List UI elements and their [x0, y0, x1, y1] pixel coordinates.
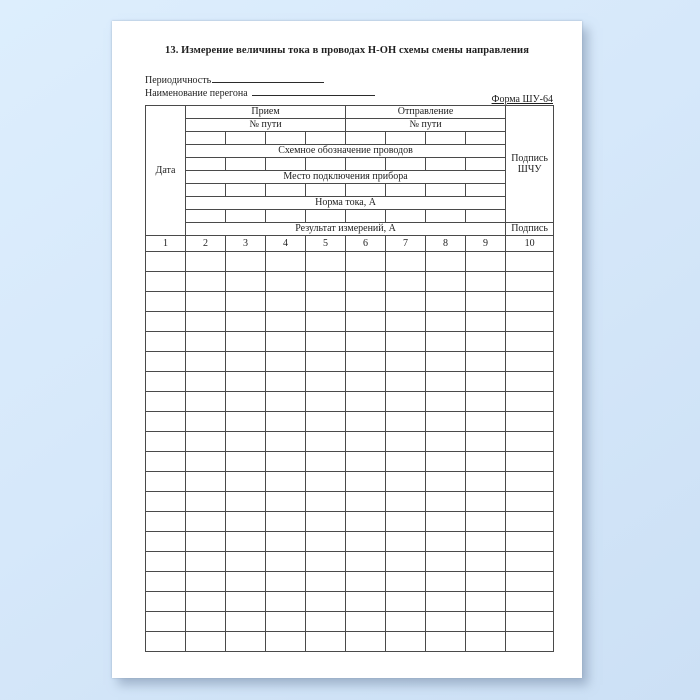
body-cell	[466, 292, 506, 312]
body-cell	[226, 632, 266, 652]
body-cell	[306, 432, 346, 452]
body-cell	[146, 332, 186, 352]
body-cell	[426, 592, 466, 612]
body-cell	[226, 252, 266, 272]
header-fill-cell	[346, 158, 386, 171]
header-fill-row	[146, 210, 554, 223]
header-fill-cell	[466, 132, 506, 145]
header-fill-cell	[346, 132, 386, 145]
body-cell	[146, 472, 186, 492]
page-title: 13. Измерение величины тока в проводах Н-ОН схемы смены направления	[165, 45, 529, 56]
body-cell	[146, 612, 186, 632]
body-cell	[426, 452, 466, 472]
header-cell-reception: Прием	[186, 106, 346, 119]
body-cell	[426, 492, 466, 512]
body-cell	[346, 332, 386, 352]
periodicity-label: Периодичность	[145, 75, 212, 86]
body-cell	[266, 332, 306, 352]
header-row-track-no	[146, 119, 554, 132]
header-row-direction	[146, 106, 554, 119]
body-cell	[186, 472, 226, 492]
body-cell	[386, 532, 426, 552]
body-cell	[426, 552, 466, 572]
body-cell	[466, 552, 506, 572]
table-row	[146, 632, 554, 652]
body-cell	[146, 592, 186, 612]
segment-name-field	[145, 85, 375, 99]
body-cell	[346, 532, 386, 552]
header-fill-cell	[266, 158, 306, 171]
body-cell	[266, 512, 306, 532]
table-row	[146, 492, 554, 512]
body-cell	[506, 632, 554, 652]
body-cell	[466, 612, 506, 632]
column-number-cell: 9	[466, 236, 506, 252]
body-cell	[466, 472, 506, 492]
body-cell	[186, 532, 226, 552]
body-cell	[306, 612, 346, 632]
table-row	[146, 372, 554, 392]
body-cell	[306, 472, 346, 492]
column-number-cell: 7	[386, 236, 426, 252]
body-cell	[266, 432, 306, 452]
body-cell	[466, 532, 506, 552]
body-cell	[146, 412, 186, 432]
body-cell	[386, 632, 426, 652]
body-cell	[426, 272, 466, 292]
column-numbers-row	[146, 236, 554, 252]
body-cell	[506, 372, 554, 392]
body-cell	[186, 252, 226, 272]
header-cell-track-no-departure: № пути	[346, 119, 506, 132]
body-cell	[226, 472, 266, 492]
header-fill-cell	[226, 132, 266, 145]
table-row	[146, 392, 554, 412]
body-cell	[266, 272, 306, 292]
body-cell	[226, 332, 266, 352]
form-code-label: Форма ШУ-64	[491, 94, 553, 105]
body-cell	[506, 412, 554, 432]
table-header	[146, 106, 554, 252]
table-row	[146, 592, 554, 612]
body-cell	[226, 412, 266, 432]
table-row	[146, 352, 554, 372]
body-cell	[386, 292, 426, 312]
header-fill-cell	[266, 184, 306, 197]
body-cell	[346, 292, 386, 312]
body-cell	[506, 312, 554, 332]
body-cell	[266, 392, 306, 412]
body-cell	[226, 532, 266, 552]
body-cell	[266, 352, 306, 372]
body-cell	[226, 492, 266, 512]
header-fill-row	[146, 184, 554, 197]
column-number-cell: 3	[226, 236, 266, 252]
table-row	[146, 472, 554, 492]
body-cell	[426, 312, 466, 332]
body-cell	[426, 292, 466, 312]
table-row	[146, 432, 554, 452]
header-fill-cell	[426, 210, 466, 223]
header-fill-cell	[266, 210, 306, 223]
body-cell	[466, 632, 506, 652]
table-row	[146, 312, 554, 332]
body-cell	[266, 572, 306, 592]
header-fill-cell	[306, 184, 346, 197]
body-cell	[386, 412, 426, 432]
body-cell	[386, 272, 426, 292]
body-cell	[266, 252, 306, 272]
body-cell	[306, 312, 346, 332]
header-fill-cell	[186, 132, 226, 145]
header-row-current-norm	[146, 197, 554, 210]
body-cell	[346, 552, 386, 572]
table-row	[146, 612, 554, 632]
body-cell	[426, 532, 466, 552]
body-cell	[386, 312, 426, 332]
body-cell	[506, 532, 554, 552]
header-cell-signature-shchu: Подпись ШЧУ	[506, 106, 554, 223]
body-cell	[346, 512, 386, 532]
header-cell-signature: Подпись	[506, 223, 554, 236]
segment-name-blank-line	[252, 85, 375, 96]
body-cell	[266, 492, 306, 512]
body-cell	[426, 472, 466, 492]
body-cell	[226, 512, 266, 532]
body-cell	[346, 252, 386, 272]
body-cell	[186, 512, 226, 532]
header-fill-cell	[306, 158, 346, 171]
body-cell	[186, 452, 226, 472]
table-row	[146, 452, 554, 472]
body-cell	[306, 512, 346, 532]
document-page	[112, 21, 582, 678]
body-cell	[226, 392, 266, 412]
column-number-cell: 4	[266, 236, 306, 252]
body-cell	[426, 572, 466, 592]
body-cell	[386, 592, 426, 612]
body-cell	[506, 492, 554, 512]
body-cell	[226, 552, 266, 572]
table-row	[146, 532, 554, 552]
header-fill-cell	[186, 158, 226, 171]
body-cell	[506, 592, 554, 612]
body-cell	[226, 612, 266, 632]
body-cell	[186, 632, 226, 652]
header-cell-connection-place: Место подключения прибора	[186, 171, 506, 184]
body-cell	[186, 292, 226, 312]
body-cell	[386, 472, 426, 492]
header-row-result	[146, 223, 554, 236]
table-row	[146, 512, 554, 532]
body-cell	[346, 632, 386, 652]
body-cell	[306, 552, 346, 572]
header-fill-cell	[226, 158, 266, 171]
body-cell	[426, 612, 466, 632]
body-cell	[506, 572, 554, 592]
body-cell	[266, 312, 306, 332]
body-cell	[266, 612, 306, 632]
body-cell	[226, 312, 266, 332]
body-cell	[266, 412, 306, 432]
body-cell	[506, 512, 554, 532]
body-cell	[266, 552, 306, 572]
body-cell	[426, 352, 466, 372]
body-cell	[426, 252, 466, 272]
body-cell	[506, 552, 554, 572]
table-row	[146, 252, 554, 272]
header-fill-cell	[386, 158, 426, 171]
body-cell	[346, 612, 386, 632]
body-cell	[426, 632, 466, 652]
body-cell	[466, 412, 506, 432]
header-fill-cell	[466, 158, 506, 171]
body-cell	[266, 292, 306, 312]
body-cell	[346, 452, 386, 472]
header-cell-date: Дата	[146, 106, 186, 236]
header-fill-row	[146, 158, 554, 171]
body-cell	[346, 592, 386, 612]
body-cell	[186, 352, 226, 372]
header-cell-current-norm: Норма тока, А	[186, 197, 506, 210]
periodicity-field	[145, 72, 324, 86]
body-cell	[186, 552, 226, 572]
body-cell	[186, 592, 226, 612]
body-cell	[146, 292, 186, 312]
body-cell	[266, 452, 306, 472]
body-cell	[226, 272, 266, 292]
body-cell	[226, 372, 266, 392]
body-cell	[146, 432, 186, 452]
body-cell	[186, 372, 226, 392]
body-cell	[386, 392, 426, 412]
body-cell	[226, 292, 266, 312]
header-fill-cell	[386, 184, 426, 197]
table-row	[146, 332, 554, 352]
header-fill-cell	[266, 132, 306, 145]
body-cell	[306, 332, 346, 352]
table-row	[146, 292, 554, 312]
body-cell	[146, 272, 186, 292]
body-cell	[186, 432, 226, 452]
column-number-cell: 8	[426, 236, 466, 252]
body-cell	[386, 512, 426, 532]
body-cell	[346, 432, 386, 452]
body-cell	[186, 272, 226, 292]
body-cell	[306, 292, 346, 312]
body-cell	[506, 332, 554, 352]
table-row	[146, 572, 554, 592]
body-cell	[506, 292, 554, 312]
body-cell	[186, 572, 226, 592]
header-fill-row	[146, 132, 554, 145]
body-cell	[426, 372, 466, 392]
table-body	[146, 252, 554, 652]
body-cell	[226, 432, 266, 452]
body-cell	[306, 372, 346, 392]
body-cell	[146, 492, 186, 512]
header-cell-departure: Отправление	[346, 106, 506, 119]
body-cell	[506, 252, 554, 272]
column-number-cell: 1	[146, 236, 186, 252]
body-cell	[146, 532, 186, 552]
body-cell	[146, 632, 186, 652]
header-fill-cell	[466, 210, 506, 223]
body-cell	[386, 432, 426, 452]
header-fill-cell	[426, 184, 466, 197]
header-fill-cell	[306, 210, 346, 223]
table-row	[146, 552, 554, 572]
column-number-cell: 10	[506, 236, 554, 252]
body-cell	[266, 592, 306, 612]
body-cell	[186, 492, 226, 512]
body-cell	[306, 532, 346, 552]
body-cell	[266, 532, 306, 552]
body-cell	[306, 392, 346, 412]
body-cell	[306, 272, 346, 292]
body-cell	[146, 392, 186, 412]
body-cell	[306, 252, 346, 272]
body-cell	[386, 372, 426, 392]
table-row	[146, 272, 554, 292]
body-cell	[466, 392, 506, 412]
header-cell-track-no-reception: № пути	[186, 119, 346, 132]
body-cell	[466, 432, 506, 452]
body-cell	[506, 452, 554, 472]
header-row-wire-designation	[146, 145, 554, 158]
body-cell	[346, 352, 386, 372]
body-cell	[426, 332, 466, 352]
body-cell	[506, 392, 554, 412]
body-cell	[226, 352, 266, 372]
body-cell	[506, 432, 554, 452]
header-fill-cell	[346, 210, 386, 223]
header-cell-wire-designation: Схемное обозначение проводов	[186, 145, 506, 158]
header-fill-cell	[426, 158, 466, 171]
body-cell	[346, 272, 386, 292]
body-cell	[186, 612, 226, 632]
header-fill-cell	[226, 184, 266, 197]
body-cell	[266, 472, 306, 492]
body-cell	[146, 452, 186, 472]
body-cell	[346, 312, 386, 332]
body-cell	[306, 352, 346, 372]
body-cell	[466, 372, 506, 392]
body-cell	[186, 312, 226, 332]
body-cell	[226, 452, 266, 472]
header-fill-cell	[466, 184, 506, 197]
header-fill-cell	[346, 184, 386, 197]
body-cell	[266, 632, 306, 652]
body-cell	[146, 312, 186, 332]
body-cell	[146, 552, 186, 572]
column-number-cell: 6	[346, 236, 386, 252]
periodicity-blank-line	[212, 72, 324, 83]
header-cell-measurement-result: Результат измерений, А	[186, 223, 506, 236]
body-cell	[466, 272, 506, 292]
body-cell	[426, 392, 466, 412]
body-cell	[426, 512, 466, 532]
body-cell	[466, 512, 506, 532]
body-cell	[186, 332, 226, 352]
body-cell	[306, 572, 346, 592]
body-cell	[426, 432, 466, 452]
body-cell	[146, 572, 186, 592]
header-fill-cell	[186, 184, 226, 197]
body-cell	[186, 412, 226, 432]
body-cell	[306, 452, 346, 472]
body-cell	[386, 252, 426, 272]
body-cell	[386, 612, 426, 632]
body-cell	[466, 252, 506, 272]
measurement-table	[145, 105, 554, 652]
body-cell	[306, 412, 346, 432]
body-cell	[306, 632, 346, 652]
header-fill-cell	[186, 210, 226, 223]
segment-name-label: Наименование перегона	[145, 88, 248, 99]
body-cell	[386, 332, 426, 352]
body-cell	[506, 612, 554, 632]
body-cell	[306, 492, 346, 512]
body-cell	[506, 472, 554, 492]
body-cell	[386, 352, 426, 372]
column-number-cell: 5	[306, 236, 346, 252]
header-row-connection-place	[146, 171, 554, 184]
column-number-cell: 2	[186, 236, 226, 252]
body-cell	[146, 252, 186, 272]
body-cell	[426, 412, 466, 432]
body-cell	[386, 572, 426, 592]
body-cell	[386, 452, 426, 472]
body-cell	[386, 552, 426, 572]
header-fill-cell	[386, 210, 426, 223]
body-cell	[466, 352, 506, 372]
body-cell	[506, 352, 554, 372]
body-cell	[146, 352, 186, 372]
body-cell	[346, 572, 386, 592]
body-cell	[346, 492, 386, 512]
body-cell	[266, 372, 306, 392]
body-cell	[146, 512, 186, 532]
body-cell	[346, 412, 386, 432]
body-cell	[306, 592, 346, 612]
body-cell	[226, 592, 266, 612]
body-cell	[466, 312, 506, 332]
body-cell	[186, 392, 226, 412]
body-cell	[346, 372, 386, 392]
header-fill-cell	[386, 132, 426, 145]
header-fill-cell	[226, 210, 266, 223]
body-cell	[506, 272, 554, 292]
header-fill-cell	[306, 132, 346, 145]
body-cell	[346, 392, 386, 412]
body-cell	[466, 452, 506, 472]
body-cell	[386, 492, 426, 512]
table-row	[146, 412, 554, 432]
body-cell	[466, 492, 506, 512]
body-cell	[466, 592, 506, 612]
body-cell	[466, 572, 506, 592]
header-fill-cell	[426, 132, 466, 145]
body-cell	[466, 332, 506, 352]
body-cell	[346, 472, 386, 492]
body-cell	[226, 572, 266, 592]
body-cell	[146, 372, 186, 392]
